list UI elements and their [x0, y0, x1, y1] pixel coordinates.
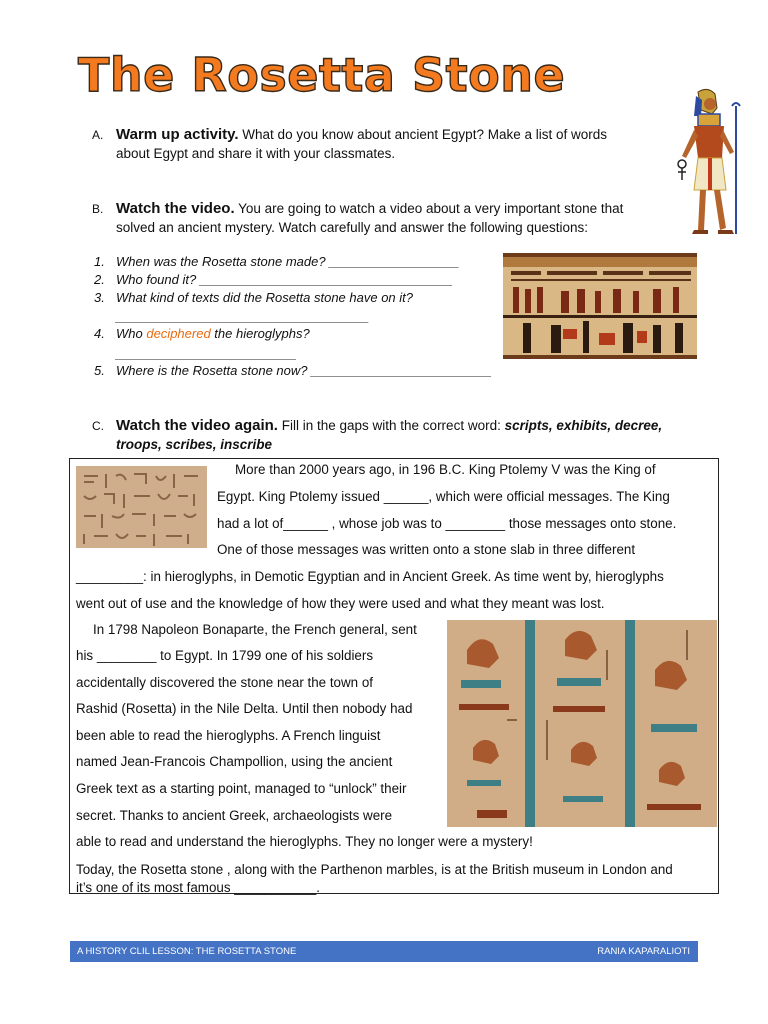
footer-right: RANIA KAPARALIOTI	[597, 946, 690, 957]
section-b-text-2: solved an ancient mystery. Watch carefully and answer the following questions:	[116, 220, 588, 235]
paragraph-2-body: his ________ to Egypt. In 1799 one of his soldiers accidentally discovered the stone near the town of Rashid (Rosetta) in the Nile Delta. Until then nobody had been able to read the hieroglyphs. A French linguist named Jean-Francois Champollion, using the ancient Greek text as a starting point, managed to “unlock” their secret. Thanks to ancient Greek, archaeologists were	[76, 648, 413, 823]
word-bank-2: troops, scribes, inscribe	[116, 437, 273, 452]
page-title: The Rosetta Stone	[78, 48, 566, 102]
section-b-text-1: You are going to watch a video about a very important stone that	[238, 201, 624, 216]
section-c-letter: C.	[92, 419, 104, 433]
answer-line-3: ___________________________________	[116, 309, 370, 324]
section-c-text: Fill in the gaps with the correct word:	[281, 418, 501, 433]
paragraph-3: Today, the Rosetta stone , along with the Parthenon marbles, is at the British museum in London and it’s one of its most famous ___________.	[76, 862, 673, 895]
paragraph-1-start: More than 2000 years ago, in 196 B.C. King Ptolemy V was the King of	[235, 462, 656, 477]
section-b-heading: Watch the video.	[116, 200, 235, 217]
hieroglyph-relief-photo	[447, 620, 717, 827]
pharaoh-illustration	[668, 86, 742, 236]
paragraph-2-end: able to read and understand the hieroglyphs. They no longer were a mystery!	[76, 834, 533, 849]
section-b-letter: B.	[92, 202, 104, 216]
paragraph-1-end: _________: in hieroglyphs, in Demotic Egyptian and in Ancient Greek. As time went by, hieroglyphs went out of use and the knowledge of how they were used and what they meant was lost.	[76, 569, 664, 611]
section-a-heading: Warm up activity.	[116, 126, 239, 143]
section-a-text-2: about Egypt and share it with your classmates.	[116, 146, 396, 161]
word-bank-1: scripts, exhibits, decree,	[504, 418, 663, 433]
answer-line-4: _________________________	[116, 346, 297, 361]
question-5: 5. Where is the Rosetta stone now? _________________________	[94, 363, 492, 378]
question-3: 3. What kind of texts did the Rosetta stone have on it?	[94, 290, 414, 305]
footer-left: A HISTORY CLIL LESSON: THE ROSETTA STONE	[77, 946, 297, 957]
paragraph-2-start: In 1798 Napoleon Bonaparte, the French general, sent	[93, 622, 417, 637]
footer-bar	[70, 941, 698, 962]
question-2: 2. Who found it? ___________________________________	[94, 272, 453, 287]
section-a-text-1: What do you know about ancient Egypt? Make a list of words	[242, 127, 607, 142]
section-b	[90, 199, 670, 237]
papyrus-photo	[503, 253, 697, 359]
question-1: 1. When was the Rosetta stone made? __________________	[94, 254, 460, 269]
section-a-letter: A.	[92, 128, 104, 142]
question-4: 4. Who deciphered the hieroglyphs?	[94, 326, 310, 341]
hieroglyph-carving-photo	[76, 466, 207, 548]
highlight-word: deciphered	[146, 326, 211, 341]
section-c-heading: Watch the video again.	[116, 417, 278, 434]
section-c	[90, 416, 700, 454]
section-a	[90, 125, 650, 163]
paragraph-1-wrap: Egypt. King Ptolemy issued ______, which were official messages. The King had a lot of______ , whose job was to ________ those messages onto stone. One of those messages was written onto a stone slab in three different	[217, 489, 677, 558]
